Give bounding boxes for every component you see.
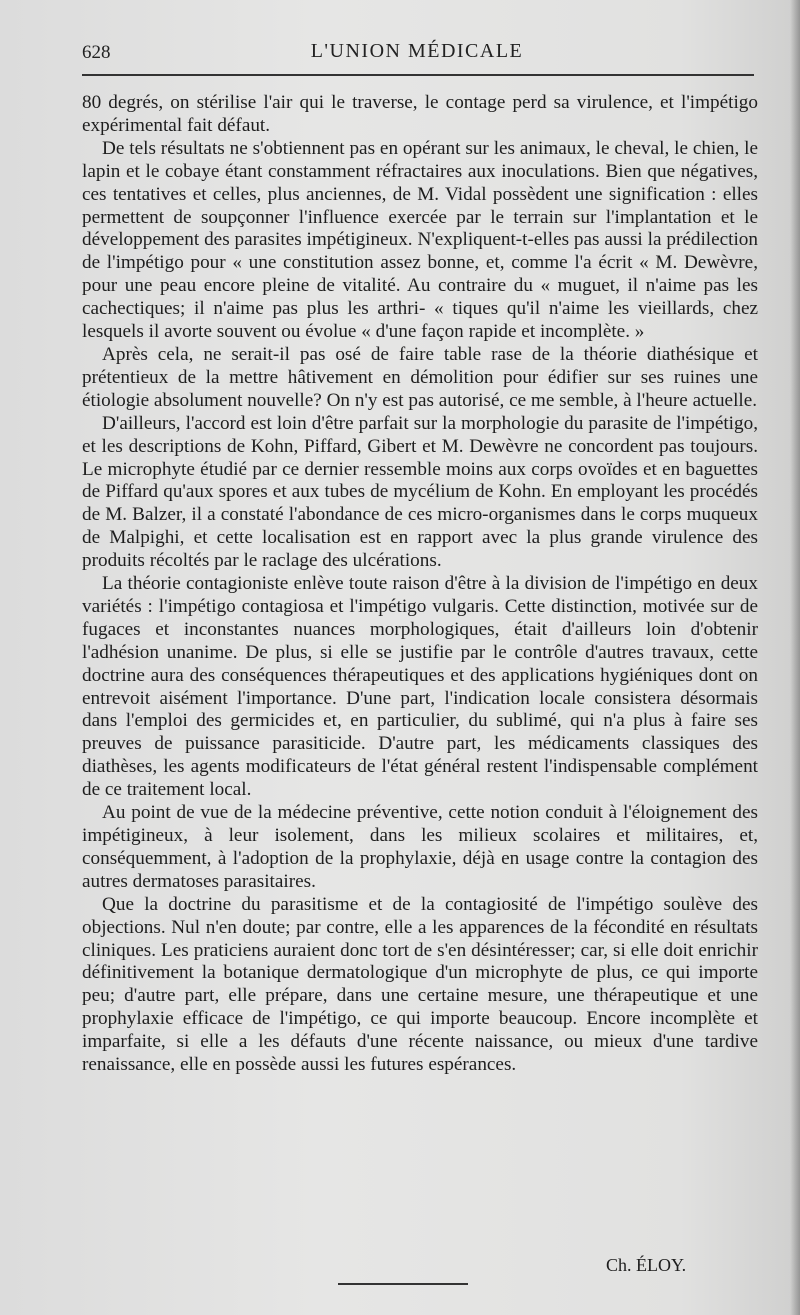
paragraph: 80 degrés, on stérilise l'air qui le traverse, le contage perd sa virulence, et l'impétigo expérimental fait défaut. (82, 92, 758, 136)
paragraph: De tels résultats ne s'obtiennent pas en opérant sur les animaux, le cheval, le chien, le lapin et le cobaye étant constamment réfractaires aux inoculations. Bien que négatives, ces tentatives et celles, plus anciennes, de M. Vidal possèdent une signification : elles permettent de soupçonner l'influence exercée par le terrain sur l'implantation et le développement des parasites impétigineux. N'expliquent-t-elles pas aussi la prédilection de l'impétigo pour « une constitution assez bonne, et, comme l'a écrit « M. Dewèvre, pour une peau encore pleine de vitalité. Au contraire du « muguet, il n'aime pas les cachectiques; il n'aime pas plus les arthri- « tiques qu'il n'aime les vieillards, chez lesquels il avorte souvent ou évolue « d'une façon rapide et incomplète. » (82, 137, 758, 343)
page-number: 628 (82, 42, 111, 63)
page-header (82, 40, 752, 70)
running-title: L'UNION MÉDICALE (310, 40, 524, 62)
footer-rule (338, 1283, 468, 1285)
paragraph: La théorie contagioniste enlève toute raison d'être à la division de l'impétigo en deux variétés : l'impétigo contagiosa et l'impétigo vulgaris. Cette distinction, motivée sur de fugaces et inconstantes nuances morphologiques, était d'ailleurs loin d'obtenir l'adhésion unanime. De plus, si elle se justifie par le contrôle d'autres travaux, cette doctrine aura des conséquences thérapeutiques et des applications hygiéniques dont on entrevoit aisément l'importance. D'une part, l'indication locale consistera désormais dans l'emploi des germicides et, en particulier, du sublimé, qui n'a plus à faire ses preuves de puissance parasiticide. D'autre part, les médicaments classiques des diathèses, les agents modificateurs de l'état général restent l'indispensable complément de ce traitement local. (82, 573, 758, 801)
header-rule (82, 74, 754, 76)
paragraph: Que la doctrine du parasitisme et de la contagiosité de l'impétigo soulève des objections. Nul n'en doute; par contre, elle a les apparences de la fécondité en résultats cliniques. Les praticiens auraient donc tort de s'en désintéresser; car, si elle doit enrichir définitivement la botanique dermatologique d'un microphyte de plus, ce qui importe peu; d'autre part, elle prépare, dans une certaine mesure, une thérapeutique et une prophylaxie efficace de l'impétigo, ce qui importe beaucoup. Encore incomplète et imparfaite, si elle a les défauts d'une récente naissance, ou mieux d'une tardive renaissance, elle en possède aussi les futures espérances. (82, 893, 758, 1076)
paragraph: D'ailleurs, l'accord est loin d'être parfait sur la morphologie du parasite de l'impétigo, et les descriptions de Kohn, Piffard, Gibert et M. Dewèvre ne concordent pas toujours. Le microphyte étudié par ce dernier ressemble moins aux corps ovoïdes et en baguettes de Piffard qu'aux spores et aux tubes de mycélium de Kohn. En employant les procédés de M. Balzer, il a constaté l'abondance de ces micro-organismes dans le corps muqueux de Malpighi, et cette localisation est en rapport avec la plus grande virulence des produits récoltés par le raclage des ulcérations. (82, 412, 758, 572)
paragraph: Au point de vue de la médecine préventive, cette notion conduit à l'éloignement des impétigineux, à leur isolement, dans les milieux scolaires et militaires, et, conséquemment, à l'adoption de la prophylaxie, déjà en usage contre la contagion des autres dermatoses parasitaires. (82, 802, 758, 892)
paragraph: Après cela, ne serait-il pas osé de faire table rase de la théorie diathésique et prétentieux de la mettre hâtivement en démolition pour édifier sur ses ruines une étiologie absolument nouvelle? On n'y est pas autorisé, ce me semble, à l'heure actuelle. (82, 343, 758, 411)
author-signature: Ch. ÉLOY. (606, 1255, 687, 1275)
article-body (82, 92, 758, 1077)
